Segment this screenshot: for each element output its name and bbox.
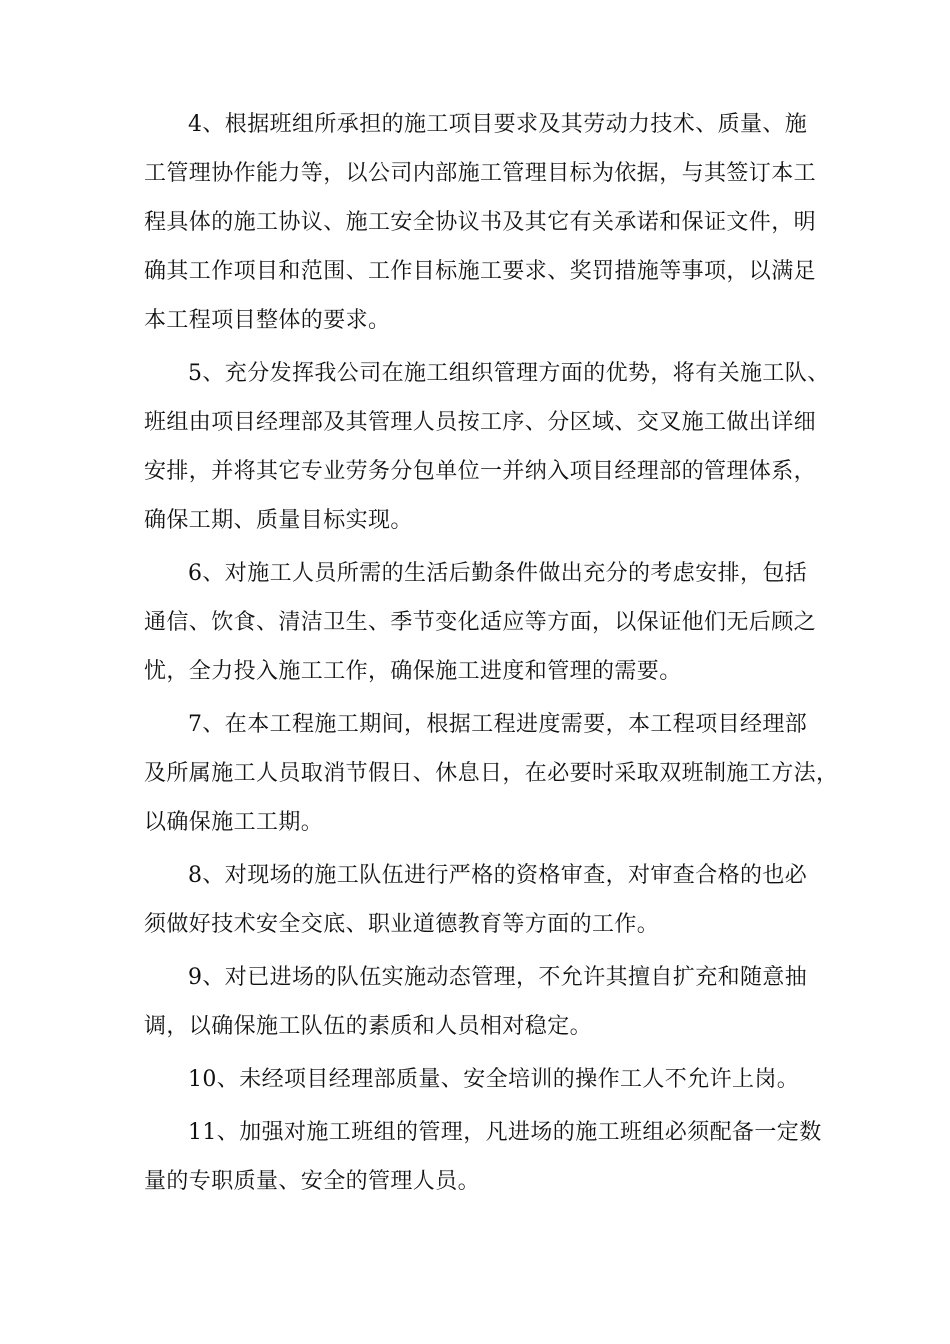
paragraph-6 <box>144 549 820 696</box>
paragraph-line: 安排，并将其它专业劳务分包单位一并纳入项目经理部的管理体系， <box>144 459 817 484</box>
paragraph-line: 工管理协作能力等，以公司内部施工管理目标为依据，与其签订本工 <box>144 161 817 186</box>
paragraph-line: 以确保施工工期。 <box>144 810 324 835</box>
paragraph-5 <box>144 349 830 545</box>
paragraph-line: 5、充分发挥我公司在施工组织管理方面的优势，将有关施工队、 <box>188 361 830 386</box>
paragraph-line: 程具体的施工协议、施工安全协议书及其它有关承诺和保证文件，明 <box>144 210 817 235</box>
paragraph-line: 调，以确保施工队伍的素质和人员相对稳定。 <box>144 1014 593 1039</box>
paragraph-line: 10、未经项目经理部质量、安全培训的操作工人不允许上岗。 <box>188 1067 800 1092</box>
paragraph-line: 及所属施工人员取消节假日、休息日，在必要时采取双班制施工方法， <box>144 761 839 786</box>
paragraph-10 <box>144 1055 820 1104</box>
paragraph-8 <box>144 851 820 949</box>
paragraph-line: 4、根据班组所承担的施工项目要求及其劳动力技术、质量、施 <box>188 112 808 137</box>
paragraph-line: 8、对现场的施工队伍进行严格的资格审查，对审查合格的也必 <box>188 863 808 888</box>
paragraph-line: 确其工作项目和范围、工作目标施工要求、奖罚措施等事项，以满足 <box>144 259 817 284</box>
paragraph-9 <box>144 953 820 1051</box>
paragraph-7 <box>144 700 839 847</box>
paragraph-line: 9、对已进场的队伍实施动态管理，不允许其擅自扩充和随意抽 <box>188 965 808 990</box>
paragraph-line: 忧，全力投入施工工作，确保施工进度和管理的需要。 <box>144 659 682 684</box>
paragraph-4 <box>144 100 820 345</box>
paragraph-line: 7、在本工程施工期间，根据工程进度需要，本工程项目经理部 <box>188 712 808 737</box>
paragraph-line: 11、加强对施工班组的管理，凡进场的施工班组必须配备一定数 <box>188 1120 822 1145</box>
paragraph-line: 班组由项目经理部及其管理人员按工序、分区域、交叉施工做出详细 <box>144 410 817 435</box>
document-body <box>144 100 839 1206</box>
paragraph-line: 通信、饮食、清洁卫生、季节变化适应等方面，以保证他们无后顾之 <box>144 610 817 635</box>
paragraph-line: 量的专职质量、安全的管理人员。 <box>144 1169 481 1194</box>
paragraph-line: 须做好技术安全交底、职业道德教育等方面的工作。 <box>144 912 660 937</box>
paragraph-line: 本工程项目整体的要求。 <box>144 308 391 333</box>
paragraph-line: 6、对施工人员所需的生活后勤条件做出充分的考虑安排，包括 <box>188 561 808 586</box>
paragraph-11 <box>144 1108 820 1206</box>
paragraph-line: 确保工期、质量目标实现。 <box>144 508 413 533</box>
